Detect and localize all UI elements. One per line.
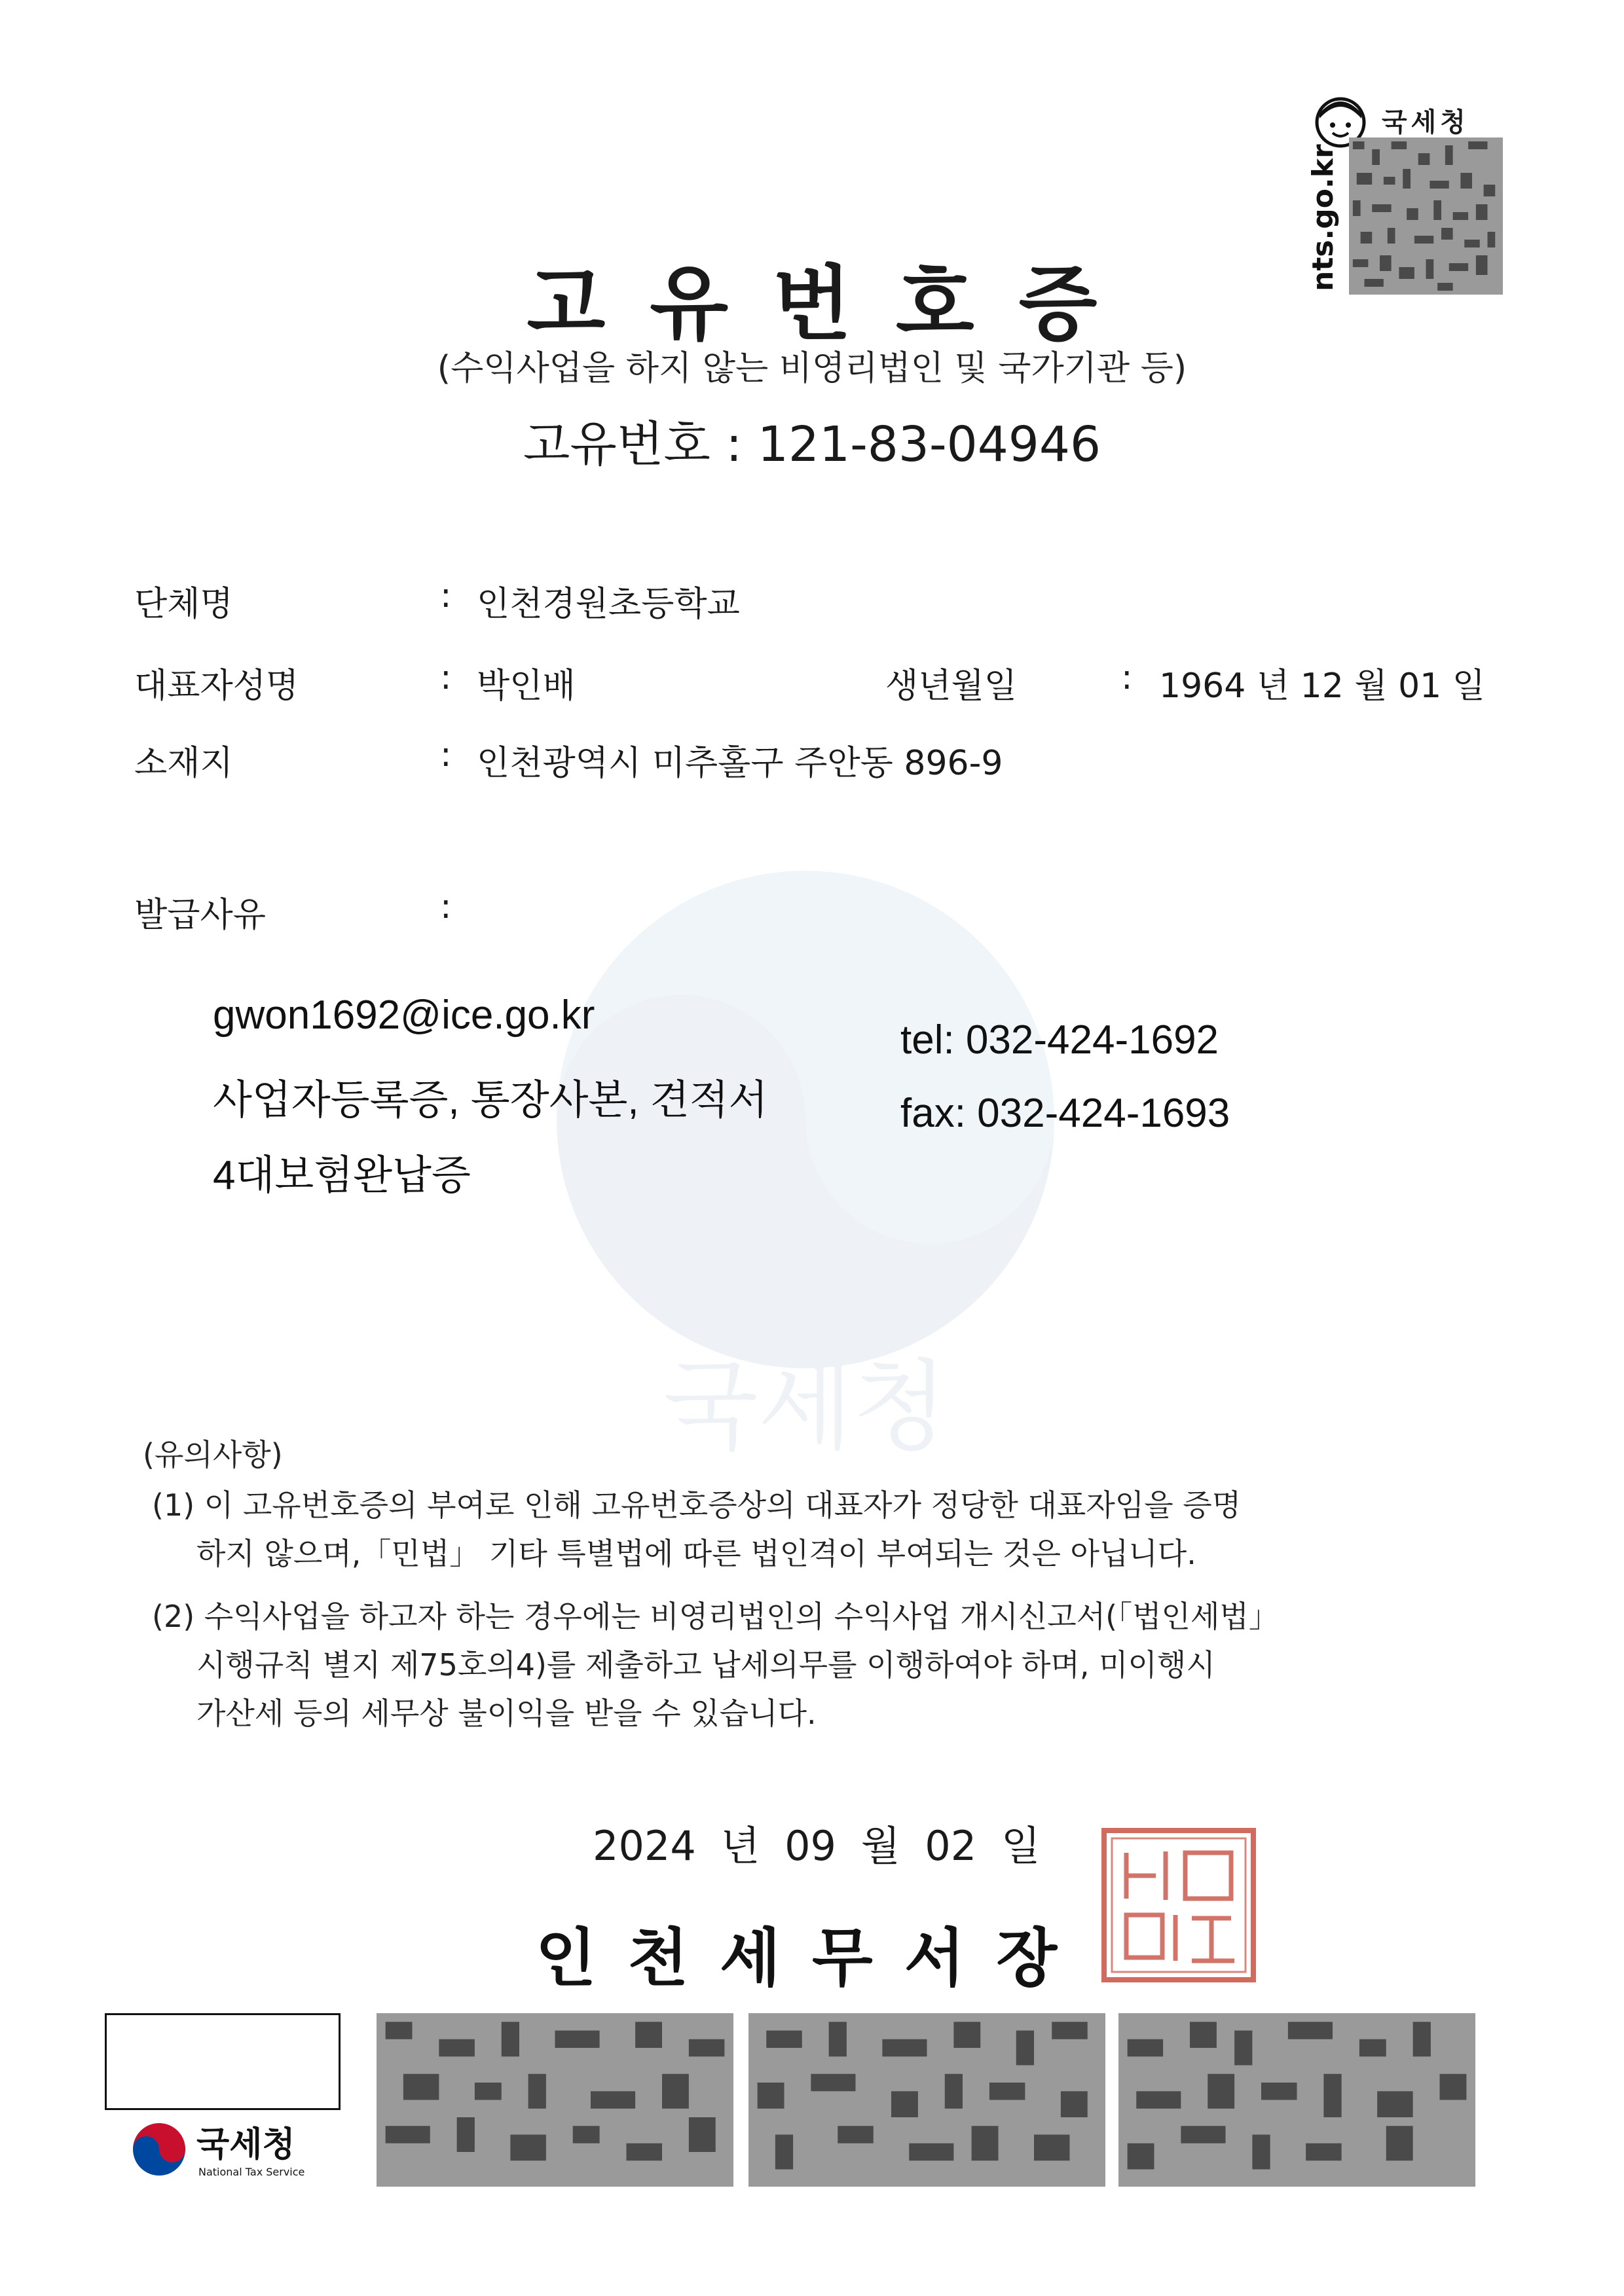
footer-logo-name: 국세청 [196,2125,295,2164]
birth-date-value: 1964 년 12 월 01 일 [1159,666,1486,706]
colon: : [1121,658,1133,697]
documents-text: 사업자등록증, 통장사본, 견적서 [213,1078,768,1123]
note-2: (2) 수익사업을 하고자 하는 경우에는 비영리법인의 수익사업 개시신고서(「법인세법」 [152,1599,1279,1634]
unique-number: 고유번호 : 121-83-04946 [523,416,1101,473]
representative-value: 박인배 [477,666,576,706]
official-seal-icon [1100,1827,1257,1984]
org-name-label: 단체명 [134,585,233,624]
watermark-text: 국세청 [663,1350,948,1460]
document-subtitle: (수익사업을 하지 않는 비영리법인 및 국가기관 등) [437,349,1187,388]
colon: : [440,887,452,926]
tel-text: tel: 032-424-1692 [900,1017,1219,1063]
org-name-value: 인천경원초등학교 [477,585,740,624]
fax-text: fax: 032-424-1693 [900,1091,1230,1136]
location-label: 소재지 [134,744,233,783]
document-title: 고유번호증 [526,257,1142,352]
nts-brand-name: 국세청 [1382,107,1469,137]
qr-code-icon [748,2013,1105,2187]
location-value: 인천광역시 미추홀구 주안동 896-9 [477,744,1003,783]
note-1: (1) 이 고유번호증의 부여로 인해 고유번호증상의 대표자가 정당한 대표자임을 증명 [152,1487,1242,1523]
nts-logo-icon [128,2118,337,2183]
qr-code-icon [377,2013,733,2187]
email-text: gwon1692@ice.go.kr [213,993,595,1038]
note-2-continued-2: 가산세 등의 세무상 불이익을 받을 수 있습니다. [196,1696,817,1731]
note-1-continued: 하지 않으며,「민법」 기타 특별법에 따른 법인격이 부여되는 것은 아닙니다. [196,1536,1196,1571]
footer-stamp-box [105,2013,341,2110]
nts-watermark-emblem [471,845,1139,1460]
issue-date: 2024 년 09 월 02 일 [593,1822,1041,1870]
birth-date-label: 생년월일 [885,666,1017,706]
note-2-continued-1: 시행규칙 별지 제75호의4)를 제출하고 납세의무를 이행하여야 하며, 미이행시 [196,1647,1215,1683]
colon: : [440,658,452,697]
nts-url-text: nts.go.kr [1306,144,1340,291]
colon: : [440,576,452,615]
footer-logo-sub: National Tax Service [198,2166,305,2178]
qr-code-icon [1118,2013,1475,2187]
representative-label: 대표자성명 [134,666,299,706]
issuing-office: 인천세무서장 [535,1921,1089,1995]
issue-reason-label: 발급사유 [134,896,266,935]
insurance-text: 4대보험완납증 [213,1153,471,1198]
notes-heading: (유의사항) [143,1437,283,1472]
colon: : [440,735,452,774]
